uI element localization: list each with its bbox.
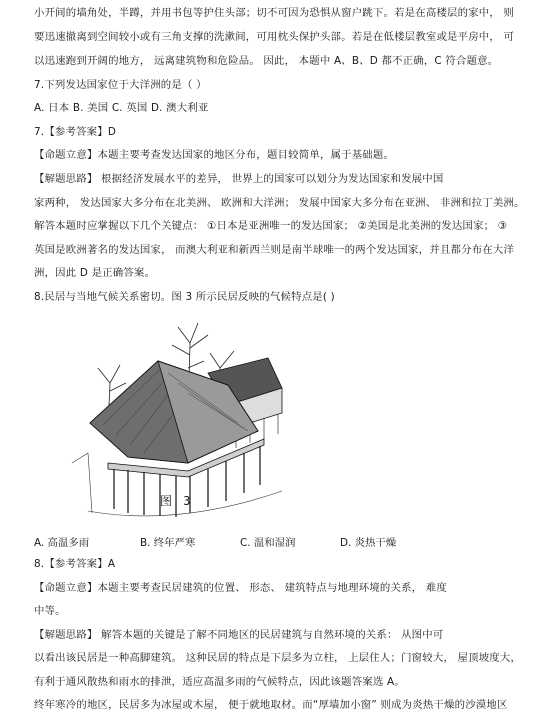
text-line: 中等。 <box>34 605 66 617</box>
analysis-7: 【解题思路】 根据经济发展水平的差异， 世界上的国家可以划分为发达国家和发展中国 <box>34 173 444 185</box>
analysis-8: 【解题思路】 解答本题的关键是了解不同地区的民居建筑与自然环境的关系： 从图中可 <box>34 629 444 641</box>
answer-8: 8.【参考答案】A <box>34 558 116 570</box>
intent-8: 【命题立意】本题主要考查民居建筑的位置、 形态、 建筑特点与地理环境的关系， 难度 <box>34 582 447 594</box>
option-b: B. 终年严寒 <box>140 537 196 549</box>
option-c: C. 温和湿润 <box>240 537 296 549</box>
text-line: 解答本题时应掌握以下几个关键点： ①日本是亚洲唯一的发达国家； ②美国是北美洲的发达国家； ③ <box>34 220 508 232</box>
figure-caption: 图 3 <box>160 494 193 508</box>
option-a: A. 高温多雨 <box>34 537 90 549</box>
text-line: 以看出该民居是一种高脚建筑。 这种民居的特点是下层多为立柱， 上层住人；门窗较大， 屋顶坡度大， <box>34 652 522 664</box>
text-line: 家两种， 发达国家大多分布在北美洲、 欧洲和大洋洲； 发展中国家大多分布在亚洲、 非洲和拉丁美洲。 <box>34 197 525 209</box>
option-d: D. 炎热干燥 <box>340 537 397 549</box>
question-8: 8.民居与当地气候关系密切。图 3 所示民居反映的气候特点是( ) <box>34 291 335 303</box>
text-line: 终年寒冷的地区，民居多为冰屋或木屋， 便于就地取材。而“厚墙加小窗” 则成为炎热干燥的沙漠地区 <box>34 699 508 711</box>
text-line: 要迅速撤离到空间较小或有三角支撑的洗漱间，可用枕头保护头部。若是在低楼层教室或是平房中， 可 <box>34 31 515 43</box>
intent-7: 【命题立意】本题主要考查发达国家的地区分布，题目较简单，属于基础题。 <box>34 149 395 161</box>
text-line: 洲，因此 D 是正确答案。 <box>34 267 156 279</box>
text-line: 以迅速跑到开阔的地方， 远离建筑物和危险品。 因此， 本题中 A、B、D 都不正确，C 符合题意。 <box>34 55 499 67</box>
question-7-options: A. 日本 B. 美国 C. 英国 D. 澳大利亚 <box>34 102 209 114</box>
question-7: 7.下列发达国家位于大洋洲的是（ ） <box>34 79 207 91</box>
text-line: 小开间的墙角处，半蹲，并用书包等护住头部；切不可因为恐惧从窗户跳下。若是在高楼层的家中， 则 <box>34 7 515 19</box>
text-line: 有利于通风散热和雨水的排泄，适应高温多雨的气候特点，因此该题答案选 A。 <box>34 676 405 688</box>
answer-7: 7.【参考答案】D <box>34 126 117 138</box>
text-line: 英国是欧洲著名的发达国家， 而澳大利亚和新西兰则是南半球唯一的两个发达国家，并且都分布在大洋 <box>34 244 515 256</box>
